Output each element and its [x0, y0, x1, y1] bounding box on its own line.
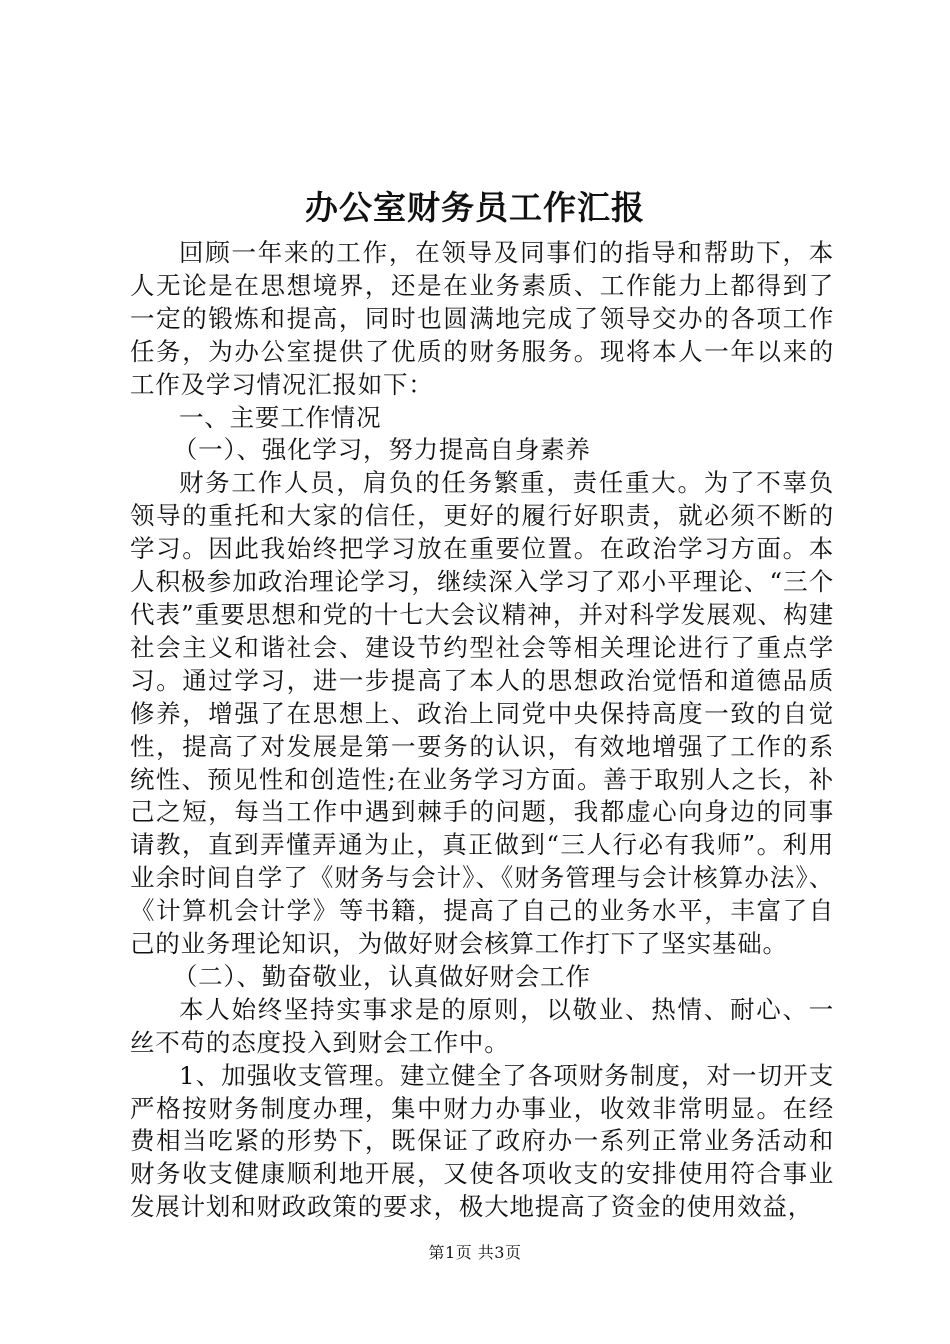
- section-heading-main-work: 一、主要工作情况: [179, 402, 382, 432]
- page-footer: 第1页 共3页: [428, 1243, 522, 1262]
- subsection-heading-study: （一）、强化学习，努力提高自身素养: [172, 435, 591, 465]
- paragraph-study: 财务工作人员，肩负的任务繁重，责任重大。为了不辜负领导的重托和大家的信任，更好的履行好职责，就必须不断的学习。因此我始终把学习放在重要位置。在政治学习方面。本人积极参加政治理论学习，继续深入学习了邓小平理论、“三个代表”重要思想和党的十七大会议精神，并对科学发展观、构建社会主义和谐社会、建设节约型社会等相关理论进行了重点学习。通过学习，进一步提高了本人的思想政治觉悟和道德品质修养，增强了在思想上、政治上同党中央保持高度一致的自觉性，提高了对发展是第一要务的认识，有效地增强了工作的系统性、预见性和创造性;在业务学习方面。善于取别人之长，补己之短，每当工作中遇到棘手的问题，我都虚心向身边的同事请教，直到弄懂弄通为止，真正做到“三人行必有我师”。利用业余时间自学了《财务与会计》、《财务管理与会计核算办法》、《计算机会计学》等书籍，提高了自己的业务水平，丰富了自己的业务理论知识，为做好财会核算工作打下了坚实基础。: [130, 468, 835, 959]
- paragraph-intro: 回顾一年来的工作，在领导及同事们的指导和帮助下，本人无论是在思想境界，还是在业务素质、工作能力上都得到了一定的锻炼和提高，同时也圆满地完成了领导交办的各项工作任务，为办公室提供了优质的财务服务。现将本人一年以来的工作及学习情况汇报如下：: [130, 238, 834, 399]
- subsection-heading-diligence: （二）、勤奋敬业，认真做好财会工作: [172, 961, 591, 991]
- document-body: [130, 237, 834, 1224]
- paragraph-principle: 本人始终坚持实事求是的原则，以敬业、热情、耐心、一丝不苟的态度投入到财会工作中。: [130, 994, 834, 1057]
- paragraph-income-expense: 1、加强收支管理。建立健全了各项财务制度，对一切开支严格按财务制度办理，集中财力办事业，收效非常明显。在经费相当吃紧的形势下，既保证了政府办一系列正常业务活动和财务收支健康顺利地开展，又使各项收支的安排使用符合事业发展计划和财政政策的要求，极大地提高了资金的使用效益，: [130, 1060, 834, 1222]
- document-title: 办公室财务员工作汇报: [305, 188, 645, 227]
